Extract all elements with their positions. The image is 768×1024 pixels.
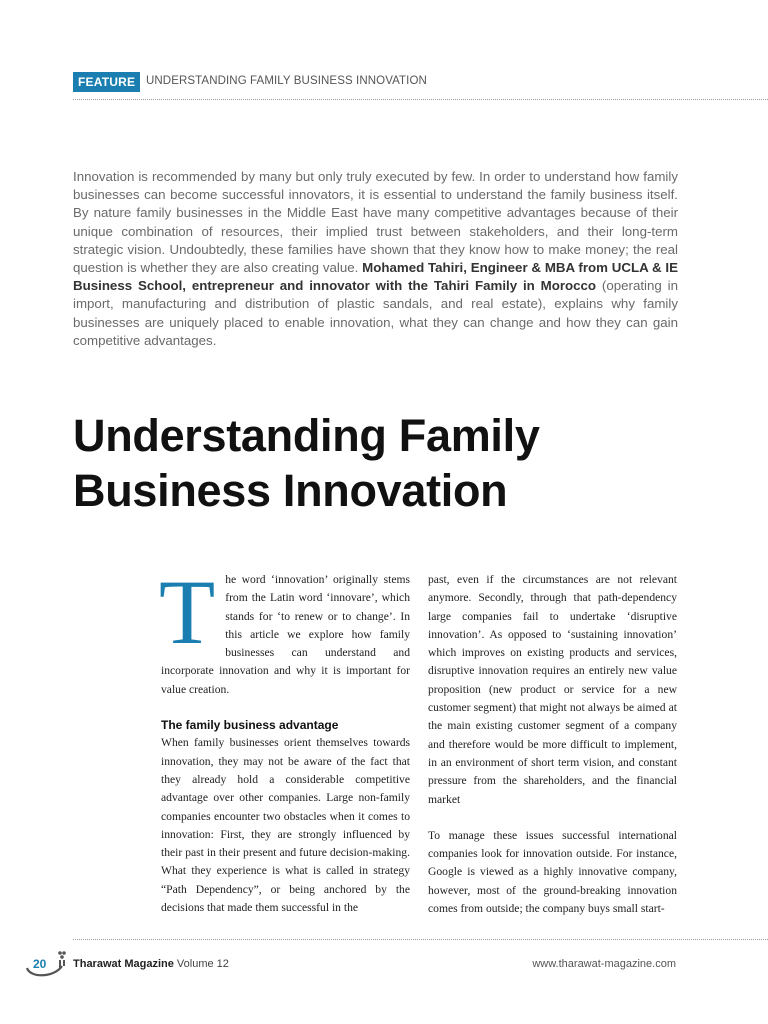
magazine-name: Tharawat Magazine Volume 12 — [73, 958, 229, 970]
body-paragraph-4: To manage these issues successful international companies look for innovation outside. For instance, Google is viewed as a highly innovative company, however, most of the ground-breaking innovation comes from outside; the company buys small start- — [428, 828, 677, 916]
footer-divider — [73, 939, 768, 940]
drop-cap: T — [159, 561, 216, 663]
headline-line-2: Business Innovation — [73, 465, 508, 516]
magazine-url: www.tharawat-magazine.com — [532, 958, 676, 970]
body-column-2 — [428, 571, 677, 918]
intro-paragraph — [73, 168, 678, 350]
body-paragraph-2: When family businesses orient themselves towards innovation, they may not be aware of the fact that they already hold a considerable competitive advantage over other companies. Large non-family companies encounter two obstacles when it comes to innovation: First, they are strongly influenced by their past in their present and future decision-making. What they experience is what is called in strategy “Path Dependency”, or being anchored by the decisions that made them successful in the — [161, 736, 410, 915]
feature-tag: FEATURE — [73, 72, 140, 92]
intro-text-2: (operating in import, manufacturing and distribution of plastic sandals, and real estate), explains why family businesses are uniquely placed to enable innovation, what they can change and how they can gain competitive advantages. — [73, 278, 678, 348]
page-footer — [0, 948, 768, 988]
headline-line-1: Understanding Family — [73, 410, 540, 461]
section-title: UNDERSTANDING FAMILY BUSINESS INNOVATION — [146, 75, 427, 87]
subheading-family-business-advantage: The family business advantage — [161, 718, 339, 733]
body-column-1 — [159, 561, 410, 917]
intro-author: Mohamed Tahiri, Engineer & MBA from UCLA & IE Business School, entrepreneur and innovator with the Tahiri Family in Morocco — [73, 260, 678, 294]
body-paragraph-3: past, even if the circumstances are not relevant anymore. Secondly, through that path-dependency large companies fail to undertake ‘disruptive innovation’. As opposed to ‘sustaining innovation’ which improves on existing products and services, disruptive innovation requires an entirely new value proposition (new product or service for a new customer segment) that might not always be aimed at the main existing customer segment of a company and therefore would be more difficult to implement, in an environment of short term vision, and constant pressure from the shareholders, and the financial market — [428, 573, 677, 806]
page-number: 20 — [33, 957, 47, 971]
header-divider — [73, 99, 768, 100]
article-headline — [73, 408, 693, 518]
body-paragraph-1: The word ‘innovation’ originally stems from the Latin word ‘innovare’, which stands for ‘to renew or to change’. In this article we explore how family businesses can understand and incorporate innovation and why it is important for value creation. — [159, 561, 410, 696]
intro-text-1: Innovation is recommended by many but only truly executed by few. In order to understand how family businesses can become successful innovators, it is essential to understand the family business itself. By nature family businesses in the Middle East have many competitive advantages because of their unique combination of resources, their implied trust between stakeholders, and their long-term strategic vision. Undoubtedly, these families have shown that they know how to make money; the real question is whether they are also creating value. — [73, 169, 678, 276]
page-header — [73, 72, 768, 102]
